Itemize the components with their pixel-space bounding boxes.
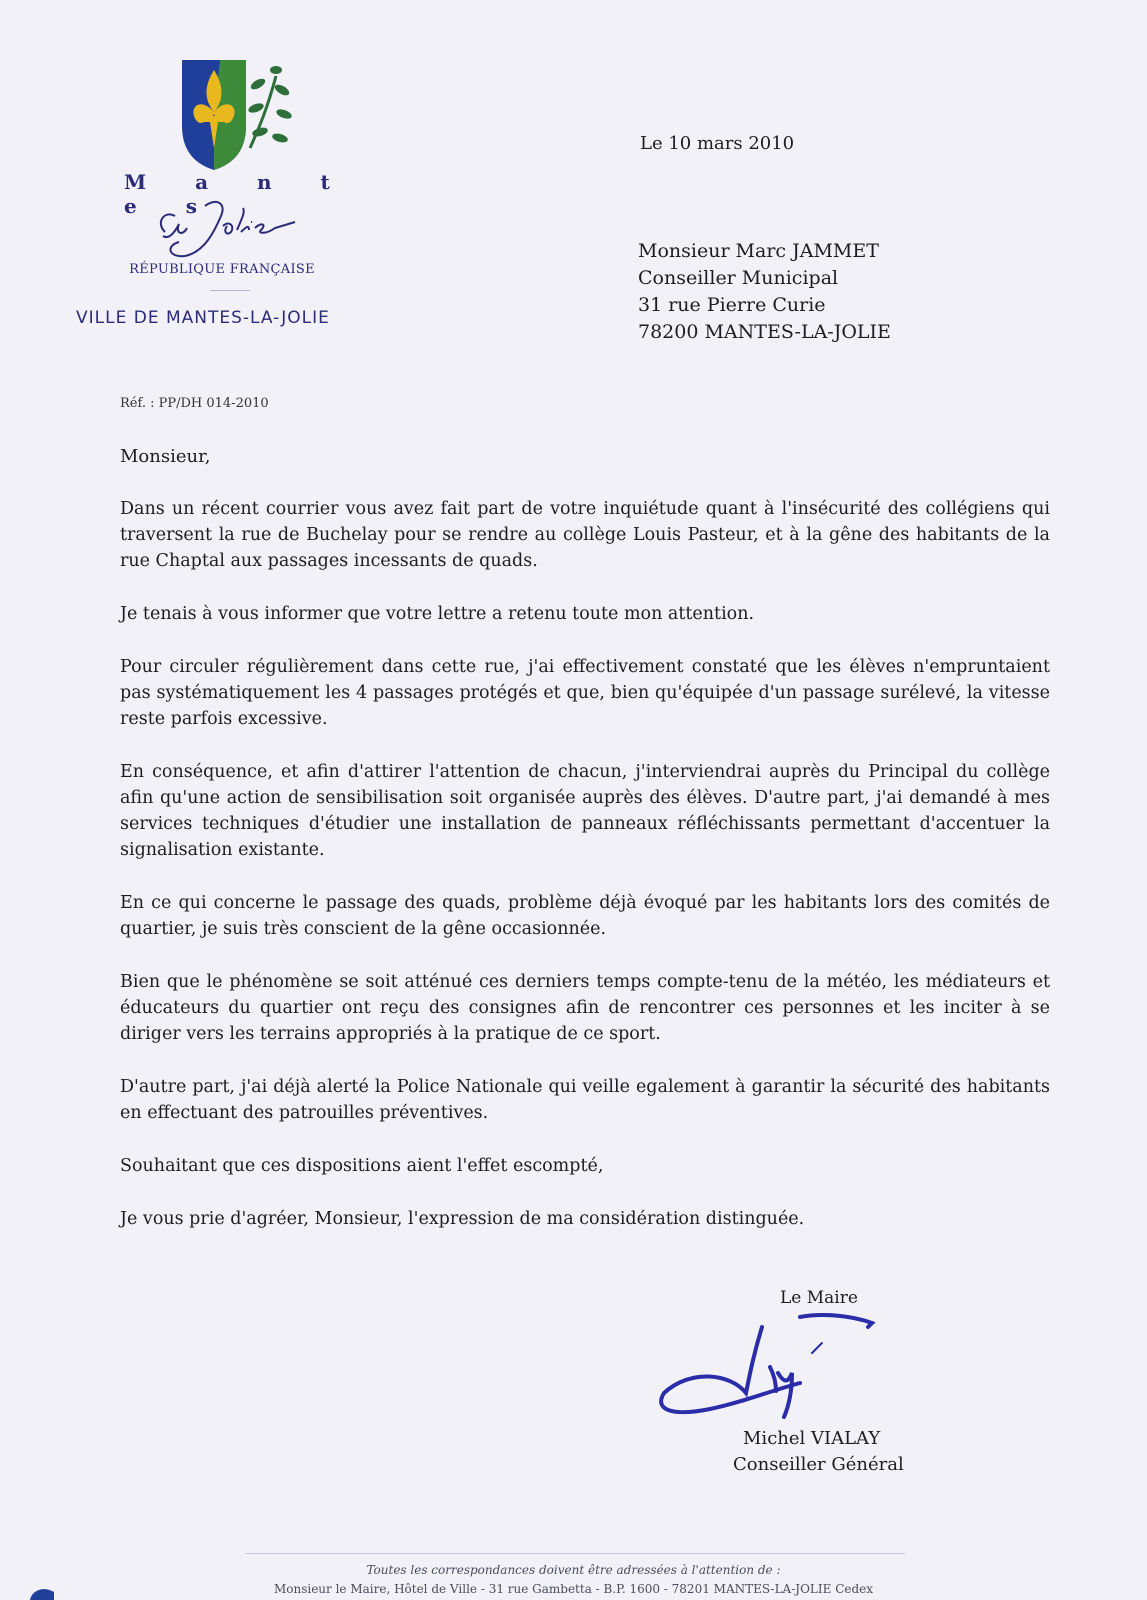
footer-note: Toutes les correspondances doivent être adressées à l'attention de : (366, 1563, 781, 1577)
body-paragraph: Je tenais à vous informer que votre lettre a retenu toute mon attention. (120, 604, 755, 624)
signer-name: Michel VIALAY (743, 1428, 881, 1449)
body-paragraph: En ce qui concerne le passage des quads, problème déjà évoqué par les habitants lors des comités de quartier, je suis très conscient de la gêne occasionnée. (120, 893, 1050, 939)
salutation: Monsieur, (120, 446, 211, 467)
signer-role: Le Maire (780, 1288, 858, 1308)
recipient-title: Conseiller Municipal (638, 267, 839, 289)
signature-block (650, 1288, 930, 1478)
body-paragraph: En conséquence, et afin d'attirer l'attention de chacun, j'interviendrai auprès du Principal du collège afin qu'une action de sensibilisation soit organisée auprès des élèves. D'autre part, j'ai demandé à mes services techniques d'étudier une installation de panneaux réfléchissants permettant d'accentuer la signalisation existante. (120, 762, 1050, 860)
body-paragraph: Souhaitant que ces dispositions aient l'effet escompté, (120, 1156, 604, 1176)
republique-francaise: RÉPUBLIQUE FRANÇAISE (129, 262, 315, 277)
city-name: VILLE DE MANTES-LA-JOLIE (76, 308, 330, 328)
body-paragraph: Bien que le phénomène se soit atténué ces derniers temps compte-tenu de la météo, les médiateurs et éducateurs du quartier ont reçu des consignes afin de rencontrer ces personnes et les inciter à se diriger vers les terrains appropriés à la pratique de ce sport. (120, 972, 1050, 1044)
closing-formula: Je vous prie d'agréer, Monsieur, l'expression de ma considération distinguée. (120, 1209, 805, 1229)
letterhead-divider (210, 290, 250, 291)
city-crest-logo (180, 56, 300, 176)
footer-address: Monsieur le Maire, Hôtel de Ville - 31 rue Gambetta - B.P. 1600 - 78201 MANTES-LA-JOLIE Cedex (273, 1582, 874, 1596)
footer-divider (245, 1553, 905, 1554)
corner-logo-fragment-icon (14, 1582, 64, 1600)
logo-wordmark: M a n t e s (124, 170, 351, 218)
recipient-street: 31 rue Pierre Curie (638, 294, 826, 316)
logo-script-lajolie (145, 192, 305, 262)
recipient-address (638, 238, 891, 346)
handwritten-signature (650, 1313, 910, 1423)
recipient-name: Monsieur Marc JAMMET (638, 240, 879, 262)
body-paragraph: D'autre part, j'ai déjà alerté la Police Nationale qui veille egalement à garantir la sécurité des habitants en effectuant des patrouilles préventives. (120, 1077, 1050, 1123)
body-paragraph: Pour circuler régulièrement dans cette rue, j'ai effectivement constaté que les élèves n'empruntaient pas systématiquement les 4 passages protégés et que, bien qu'équipée d'un passage surélevé, la vitesse reste parfois excessive. (120, 657, 1050, 729)
letter-date: Le 10 mars 2010 (640, 133, 795, 154)
letter-body (120, 496, 1050, 1259)
letterhead (60, 50, 380, 340)
recipient-city: 78200 MANTES-LA-JOLIE (638, 321, 891, 343)
body-paragraph: Dans un récent courrier vous avez fait part de votre inquiétude quant à l'insécurité des collégiens qui traversent la rue de Buchelay pour se rendre au collège Louis Pasteur, et à la gêne des habitants de la rue Chaptal aux passages incessants de quads. (120, 499, 1050, 571)
reference-number: Réf. : PP/DH 014-2010 (120, 396, 269, 411)
signer-title: Conseiller Général (733, 1454, 904, 1475)
